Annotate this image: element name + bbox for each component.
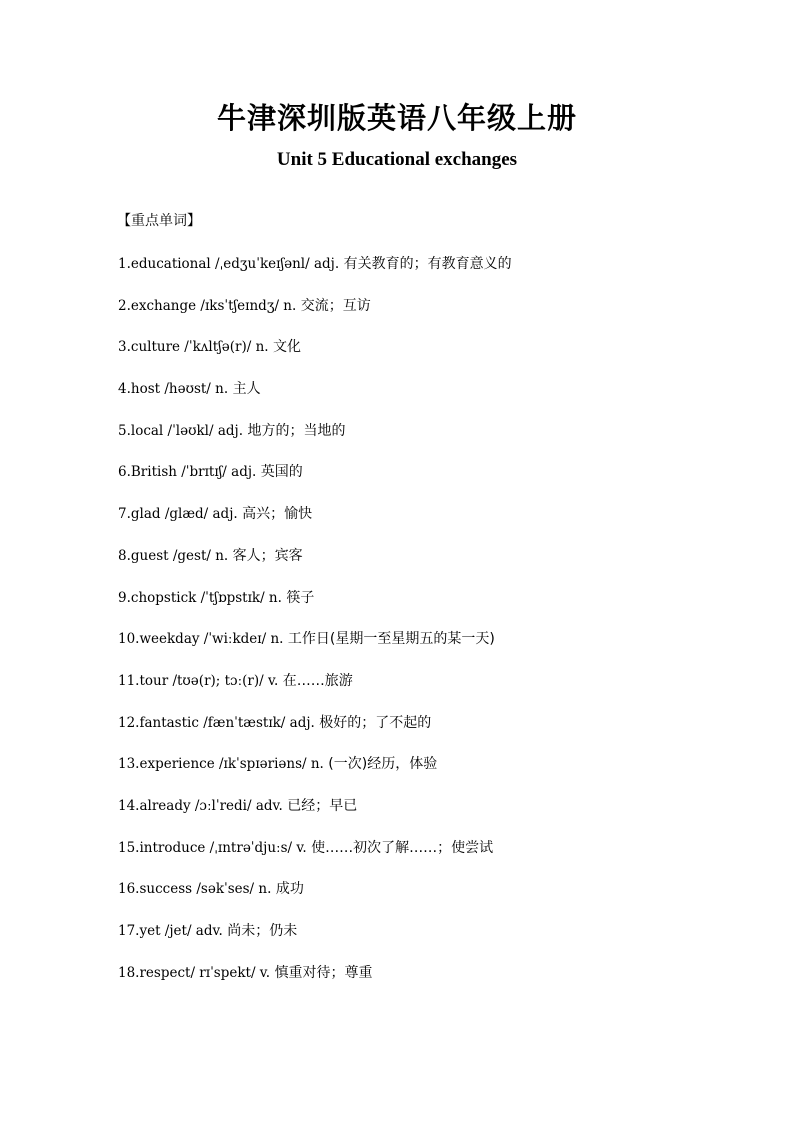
vocab-item <box>118 461 758 503</box>
vocab-item <box>118 545 758 587</box>
vocab-entry: 9.chopstick /ˈtʃɒpstɪk/ n. <box>118 589 282 606</box>
vocab-item <box>118 712 758 754</box>
vocab-item <box>118 503 758 545</box>
vocab-item <box>118 795 758 837</box>
vocab-meaning: 文化 <box>273 339 302 356</box>
vocab-entry: 1.educational /ˌedʒuˈkeɪʃənl/ adj. <box>118 256 340 272</box>
vocab-item <box>118 253 758 295</box>
vocab-entry: 11.tour /tʊə(r); tɔː(r)/ v. <box>118 672 279 689</box>
vocab-meaning: 已经；早已 <box>287 797 358 814</box>
vocab-entry: 13.experience /ɪkˈspɪəriəns/ n. <box>118 756 324 773</box>
vocab-meaning: 高兴；愉快 <box>242 506 313 523</box>
vocab-entry: 6.British /ˈbrɪtɪʃ/ adj. <box>118 464 257 481</box>
vocab-item <box>118 837 758 879</box>
vocab-meaning: 客人；宾客 <box>232 547 303 564</box>
vocab-item <box>118 378 758 420</box>
vocab-meaning: 英国的 <box>260 464 303 481</box>
section-heading: 【重点单词】 <box>117 213 201 229</box>
vocab-entry: 10.weekday /ˈwiːkdeɪ/ n. <box>118 631 284 648</box>
vocab-item <box>118 336 758 378</box>
vocab-entry: 17.yet /jet/ adv. <box>118 923 223 939</box>
vocab-meaning: 工作日(星期一至星期五的某一天) <box>287 631 495 648</box>
vocab-item <box>118 420 758 462</box>
vocab-meaning: 成功 <box>275 881 304 898</box>
vocabulary-list <box>118 253 758 1003</box>
vocab-item <box>118 962 758 1004</box>
vocab-entry: 2.exchange /ɪksˈtʃeɪndʒ/ n. <box>118 297 297 314</box>
vocab-entry: 16.success /səkˈses/ n. <box>118 881 272 898</box>
unit-subtitle: Unit 5 Educational exchanges <box>276 149 518 170</box>
vocab-entry: 12.fantastic /fænˈtæstɪk/ adj. <box>118 714 315 731</box>
vocab-item <box>118 587 758 629</box>
document-title: 牛津深圳版英语八年级上册 <box>216 101 577 135</box>
vocab-meaning: 极好的；了不起的 <box>319 714 432 731</box>
vocab-meaning: 使……初次了解……；使尝试 <box>311 839 494 856</box>
vocab-item <box>118 670 758 712</box>
vocab-item <box>118 628 758 670</box>
vocab-item <box>118 920 758 962</box>
vocab-meaning: 有关教育的；有教育意义的 <box>343 256 512 272</box>
vocab-entry: 4.host /həʊst/ n. <box>118 381 229 398</box>
vocab-entry: 18.respect/ rɪˈspekt/ v. <box>118 964 271 981</box>
vocab-meaning: 在……旅游 <box>282 672 353 689</box>
vocab-entry: 3.culture /ˈkʌltʃə(r)/ n. <box>118 339 269 356</box>
vocab-meaning: 地方的；当地的 <box>247 422 346 439</box>
vocab-entry: 5.local /ˈləʊkl/ adj. <box>118 422 243 439</box>
vocab-entry: 14.already /ɔːlˈredi/ adv. <box>118 797 283 814</box>
vocab-meaning: 尚未；仍未 <box>227 923 298 939</box>
vocab-meaning: (一次)经历，体验 <box>328 756 438 773</box>
vocab-item <box>118 295 758 337</box>
vocab-meaning: 交流；互访 <box>300 297 371 314</box>
vocab-entry: 7.glad /glæd/ adj. <box>118 506 238 523</box>
vocab-entry: 8.guest /gest/ n. <box>118 547 229 564</box>
vocab-meaning: 筷子 <box>286 589 315 606</box>
vocab-item <box>118 878 758 920</box>
vocab-meaning: 慎重对待；尊重 <box>274 964 373 981</box>
vocab-entry: 15.introduce /ˌɪntrəˈdjuːs/ v. <box>118 839 307 856</box>
vocab-item <box>118 753 758 795</box>
vocab-meaning: 主人 <box>232 381 261 398</box>
